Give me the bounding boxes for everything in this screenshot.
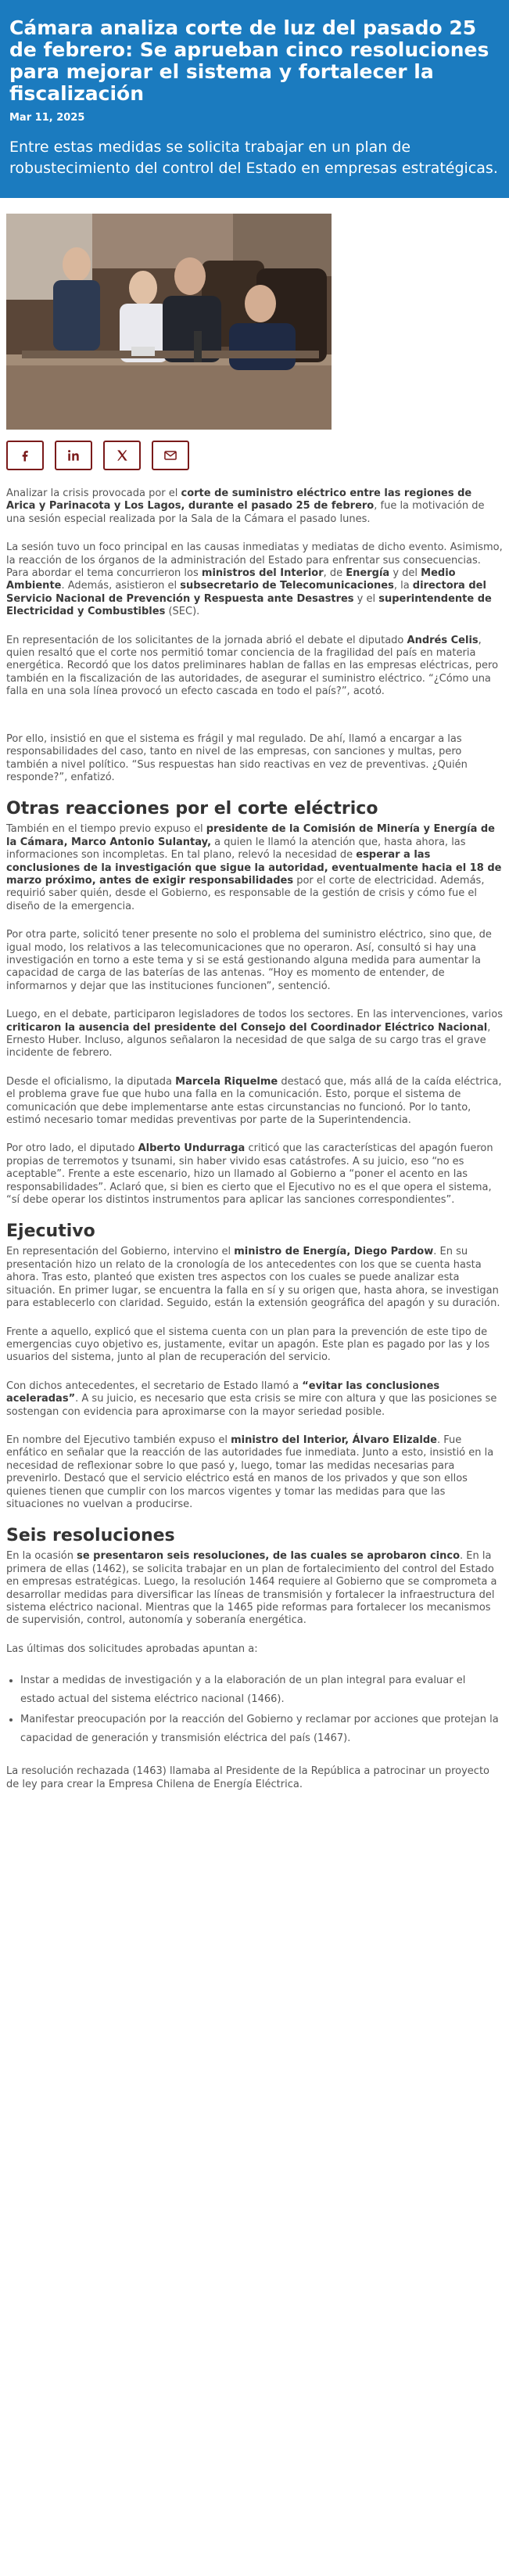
linkedin-icon xyxy=(66,448,81,463)
facebook-icon xyxy=(17,448,33,463)
paragraph-elizalde: En nombre del Ejecutivo también expuso el ministro del Interior, Álvaro Elizalde. Fue enfático en señalar que la reacción de las autoridades fue inmediata. Junto a esto, insistió en la necesidad de reflexionar sobre lo que pasó y, luego, tomar las medidas necesarias para prevenirlo. Destacó que el servicio eléctrico está en manos de los privados y que son ellos quienes tienen que cumplir con los marcos vigentes y tomar las medidas para que las situaciones no vuelvan a producirse. xyxy=(6,1434,494,1510)
share-linkedin-button[interactable] xyxy=(55,441,92,470)
session-photo xyxy=(6,214,332,430)
x-icon xyxy=(114,448,130,463)
paragraph-conclusions: Con dichos antecedentes, el secretario de Estado llamó a “evitar las conclusiones aceleradas”. A su juicio, es necesario que esta crisis se mire con altura y que las posiciones se sostengan con evidencia para aproximarse con la mayor seriedad posible. xyxy=(6,1380,497,1418)
paragraph-intro: Analizar la crisis provocada por el corte de suministro eléctrico entre las regiones de Arica y Parinacota y Los Lagos, durante el pasado 25 de febrero, fue la motivación de una sesión especial realizada por la Sala de la Cámara el pasado lunes. xyxy=(6,487,485,525)
paragraph-telecom: Por otra parte, solicitó tener presente no solo el problema del suministro eléctrico, sino que, de igual modo, los relativos a las telecomunicaciones que no operaron. Así, consultó si hay una investigación en torno a este tema y si se está gestionando alguna medida para aumentar la capacidad de carga de las baterías de las antenas. “Hoy es momento de entender, de informarnos y dejar que las instituciones funcionen”, sentenció. xyxy=(6,929,492,992)
resolutions-list xyxy=(6,1671,503,1748)
email-icon xyxy=(163,448,178,463)
paragraph-last-requests: Las últimas dos solicitudes aprobadas apuntan a: xyxy=(6,1642,258,1655)
paragraph-session: La sesión tuvo un foco principal en las causas inmediatas y mediatas de dicho evento. Asimismo, la reacción de los órganos de la administración del Estado para enfrentar sus consecuencias. Para abordar el tema concurrieron los ministros del Interior, de Energía y del Medio Ambiente. Además, asistieron el subsecretario de Telecomunicaciones, la directora del Servicio Nacional de Prevención y Respuesta ante Desastres y el superintendente de Electricidad y Combustibles (SEC). xyxy=(6,541,503,618)
share-facebook-button[interactable] xyxy=(6,441,44,470)
spacer xyxy=(6,714,503,733)
share-bar xyxy=(6,441,503,470)
list-item: • Instar a medidas de investigación y a la elaboración de un plan integral para evaluar el estado actual del sistema eléctrico nacional (1466). xyxy=(20,1671,503,1709)
paragraph-riquelme: Desde el oficialismo, la diputada Marcela Riquelme destacó que, más allá de la caída eléctrica, el problema grave fue que hubo una falla en la comunicación. Esto, porque el sistema de comunicación que debe implementarse ante estas circunstancias no funcionó. Por lo tanto, estimó necesario tomar medidas preventivas por parte de la Superintendencia. xyxy=(6,1075,502,1127)
paragraph-debate: Luego, en el debate, participaron legisladores de todos los sectores. En las intervenciones, varios criticaron la ausencia del presidente del Consejo del Coordinador Eléctrico Nacional, Ernesto Huber. Incluso, algunos señalaron la necesidad de que salga de su cargo tras el grave incidente de febrero. xyxy=(6,1009,503,1060)
list-item: • Manifestar preocupación por la reacción del Gobierno y reclamar por acciones que protejan la capacidad de generación y transmisión eléctrica del país (1467). xyxy=(20,1711,503,1748)
article-header xyxy=(0,0,509,198)
publish-date: Mar 11, 2025 xyxy=(9,112,85,124)
share-x-button[interactable] xyxy=(103,441,141,470)
article-body xyxy=(0,214,509,1791)
paragraph-prevention-plan: Frente a aquello, explicó que el sistema cuenta con un plan para la prevención de este tipo de emergencias cuyo objetivo es, justamente, evitar un apagón. Este plan es pagado por las y los usuarios del sistema, junto al plan de recuperación del servicio. xyxy=(6,1326,490,1364)
paragraph-celis: En representación de los solicitantes de la jornada abrió el debate el diputado Andrés Celis, quien resaltó que el corte nos permitió tomar conciencia de la fragilidad del país en materia energética. Recordó que los datos preliminares hablan de fallas en las empresas eléctricas, pero también en la fiscalización de las autoridades, de asegurar el suministro eléctrico. “¿Cómo una falla en una sola línea provocó un efecto cascada en todo el país?”, acotó. xyxy=(6,634,499,698)
share-email-button[interactable] xyxy=(152,441,189,470)
section-heading-reactions: Otras reacciones por el corte eléctrico xyxy=(6,799,378,819)
paragraph-undurraga: Por otro lado, el diputado Alberto Undurraga criticó que las características del apagón fueron propias de terremotos y tsunami, sin haber vivido esas catástrofes. A su juicio, eso “no es aceptable”. Frente a este escenario, hizo un llamado al Gobierno a “poner el acento en las responsabilidades”. Aclaró que, si bien es cierto que el Ejecutivo no es el que opera el sistema, “sí debe operar los distintos instrumentos para aplicar las sanciones correspondientes”. xyxy=(6,1142,493,1207)
section-heading-resolutions: Seis resoluciones xyxy=(6,1526,175,1546)
paragraph-rejected: La resolución rechazada (1463) llamaba al Presidente de la República a patrocinar un proyecto de ley para crear la Empresa Chilena de Energía Eléctrica. xyxy=(6,1765,490,1790)
paragraph-resolutions: En la ocasión se presentaron seis resoluciones, de las cuales se aprobaron cinco. En la primera de ellas (1462), se solicita trabajar en un plan de fortalecimiento del control del Estado en empresas estratégicas. Luego, la resolución 1464 requiere al Gobierno que se comprometa a desarrollar medidas para diversificar las líneas de transmisión y fortalecer la infraestructura del sistema eléctrico nacional. Mientras que la 1465 pide reformas para fortalecer los mecanismos de supervisión, control, autonomía y soberanía energética. xyxy=(6,1550,497,1627)
article-title: Cámara analiza corte de luz del pasado 25 de febrero: Se aprueban cinco resoluciones para mejorar el sistema y fortalecer la fiscalización xyxy=(9,16,489,105)
article-lead: Entre estas medidas se solicita trabajar en un plan de robustecimiento del control del Estado en empresas estratégicas. xyxy=(9,139,498,177)
paragraph-fragile-system: Por ello, insistió en que el sistema es frágil y mal regulado. De ahí, llamó a encargar a las responsabilidades del caso, tanto en nivel de las empresas, con sanciones y multas, pero también a nivel político. “Sus respuestas han sido reactivas en vez de preventivas. ¿Quién responde?”, enfatizó. xyxy=(6,732,468,783)
paragraph-pardow: En representación del Gobierno, intervino el ministro de Energía, Diego Pardow. En su presentación hizo un relato de la cronología de los antecedentes con los que se cuenta hasta ahora. Tras esto, planteó que existen tres aspectos con los cuales se puede analizar esta situación. En primer lugar, se encuentra la falla en sí y su origen que, hasta ahora, se investigan para establecerlo con claridad. Seguido, están la extensión geográfica del apagón y su duración. xyxy=(6,1246,500,1310)
paragraph-sulantay: También en el tiempo previo expuso el presidente de la Comisión de Minería y Energía de la Cámara, Marco Antonio Sulantay, a quien le llamó la atención que, hasta ahora, las informaciones son incompletas. En tal plano, relevó la necesidad de esperar a las conclusiones de la investigación que sigue la autoridad, eventualmente hacia el 18 de marzo próximo, antes de exigir responsabilidades por el corte de electricidad. Además, requirió saber quién, desde el Gobierno, es responsable de la gestión de crisis y cómo fue el diseño de la emergencia. xyxy=(6,823,502,912)
section-heading-executive: Ejecutivo xyxy=(6,1221,95,1242)
